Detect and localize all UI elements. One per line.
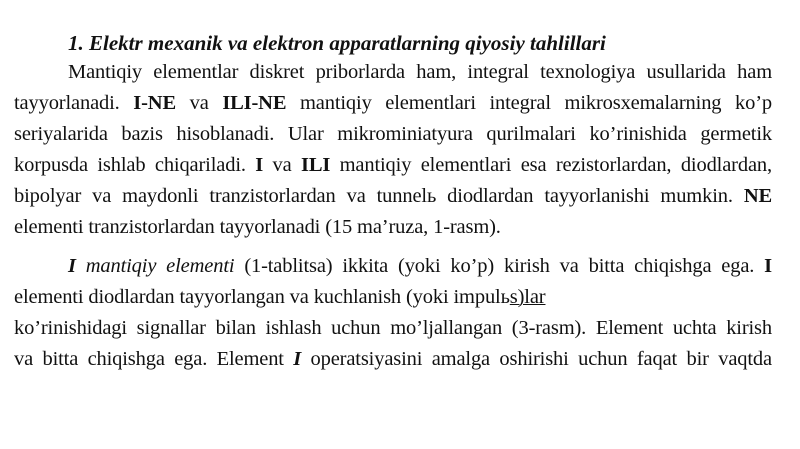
bold-term: NE	[743, 185, 772, 207]
bold-term: ILI	[301, 154, 331, 176]
text-segment: mantiqiy elementlari esa rezistorlardan, diodlardan,	[339, 154, 772, 176]
text-segment: va	[189, 92, 209, 114]
text-segment: va bitta chiqishga ega. Element	[14, 348, 284, 370]
bold-term: I-NE	[133, 92, 176, 114]
text-segment: (1-tablitsa) ikkita (yoki ko’p) kirish va bitta chiqishga ega.	[244, 255, 755, 277]
paragraph-1-line-1: Mantiqiy elementlar diskret priborlarda ham, integral texnologiya usullarida ham	[68, 61, 772, 83]
text-segment: operatsiyasini amalga oshirishi uchun faqat bir vaqtda	[310, 348, 772, 370]
underlined-text: s)lar	[509, 286, 546, 308]
bold-italic-term: I	[293, 348, 302, 370]
paragraph-2-line-4	[14, 347, 772, 371]
paragraph-2-line-3: ko’rinishidagi signallar bilan ishlash uchun mo’ljallangan (3-rasm). Element uchta kirish	[14, 317, 772, 339]
text-segment: bipolyar va maydonli tranzistorlardan va tunnelь diodlardan tayyorlanishi mumkin.	[14, 185, 733, 207]
paragraph-1-line-2	[14, 91, 772, 115]
bold-term: I	[764, 255, 772, 277]
bold-italic-term: I	[68, 255, 76, 277]
text-segment: elementi diodlardan tayyorlangan va kuchlanish (yoki impulь	[14, 286, 510, 308]
text-segment: korpusda ishlab chiqariladi.	[14, 154, 246, 176]
paragraph-1-line-3: seriyalarida bazis hisoblanadi. Ular mikrominiatyura qurilmalari ko’rinishida germetik	[14, 123, 772, 145]
italic-term: mantiqiy elementi	[85, 255, 235, 277]
text-segment: va	[272, 154, 292, 176]
paragraph-2-line-1	[68, 254, 772, 278]
paragraph-1-line-5	[14, 184, 772, 208]
bold-term: ILI-NE	[222, 92, 287, 114]
bold-term: I	[255, 154, 264, 176]
paragraph-1-line-4	[14, 153, 772, 177]
paragraph-2-line-2	[14, 285, 772, 309]
section-title: 1. Elektr mexanik va elektron apparatlarning qiyosiy tahlillari	[68, 31, 606, 55]
text-segment: tayyorlanadi.	[14, 92, 120, 114]
text-segment: mantiqiy elementlari integral mikrosxemalarning ko’p	[300, 92, 772, 114]
paragraph-1-line-6: elementi tranzistorlardan tayyorlanadi (15 ma’ruza, 1-rasm).	[14, 216, 501, 238]
